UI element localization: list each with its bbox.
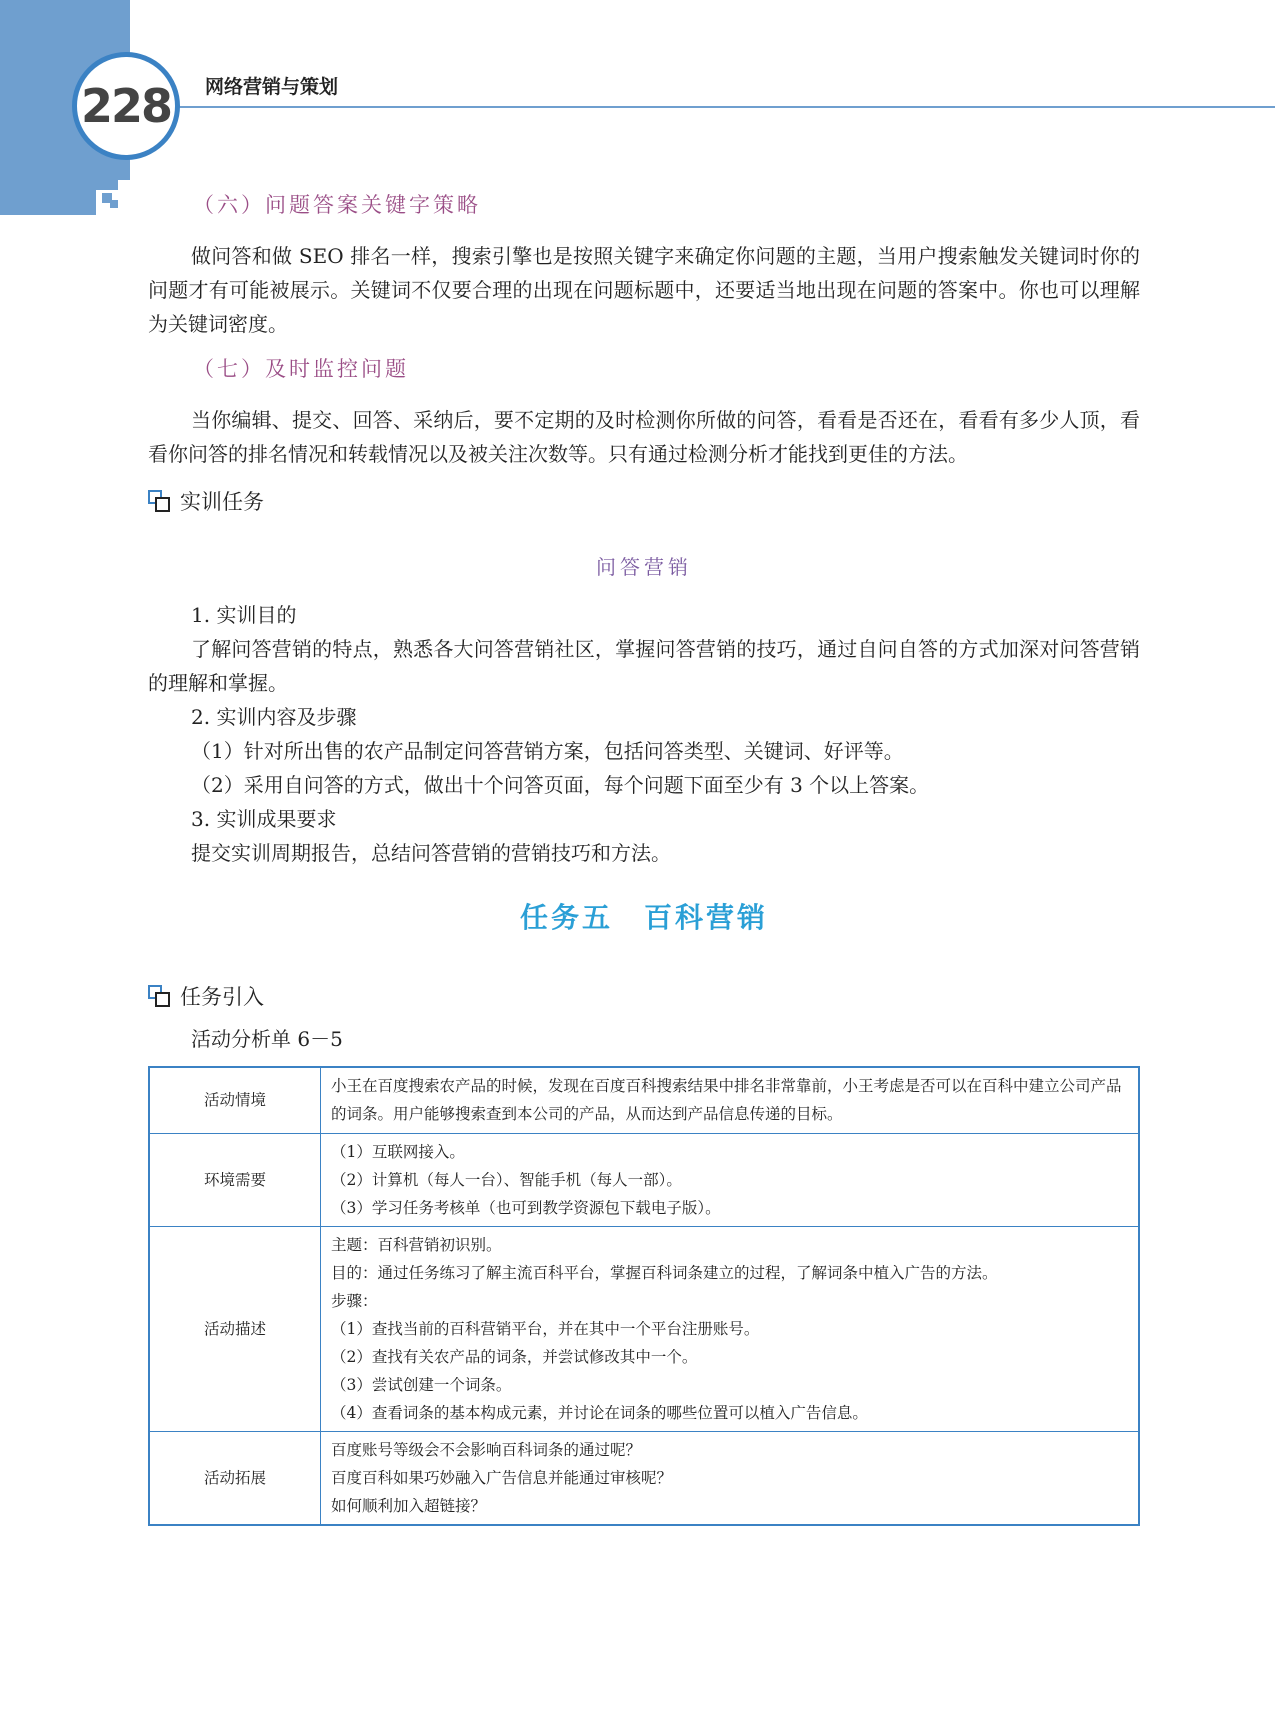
training-heading-label: 实训任务 (180, 490, 264, 514)
section-six-heading: （六）问题答案关键字策略 (193, 193, 481, 217)
section-square-icon (148, 490, 170, 512)
row-text: （3）学习任务考核单（也可到教学资源包下载电子版）。 (331, 1198, 721, 1217)
training-line: 1. 实训目的 (191, 603, 297, 627)
running-header-title: 网络营销与策划 (205, 76, 339, 98)
row-text: （1）查找当前的百科营销平台，并在其中一个平台注册账号。 (331, 1319, 760, 1338)
task-five-title: 任务五 百科营销 (519, 901, 768, 934)
training-line: 了解问答营销的特点，熟悉各大问答营销社区，掌握问答营销的技巧，通过自问自答的方式加深对问答营销的理解和掌握。 (148, 637, 1140, 695)
table-caption: 活动分析单 6－5 (191, 1027, 343, 1051)
row-text: 小王在百度搜索农产品的时候，发现在百度百科搜索结果中排名非常靠前，小王考虑是否可以在百科中建立公司产品的词条。用户能够搜索查到本公司的产品，从而达到产品信息传递的目标。 (331, 1077, 1122, 1124)
row-text: （2）查找有关农产品的词条，并尝试修改其中一个。 (331, 1347, 698, 1366)
table-row (149, 1431, 1139, 1525)
row-text: （2）计算机（每人一台）、智能手机（每人一部）。 (331, 1170, 682, 1189)
training-line: 2. 实训内容及步骤 (191, 705, 357, 729)
training-line: 提交实训周期报告，总结问答营销的营销技巧和方法。 (191, 841, 671, 865)
row-label: 环境需要 (149, 1133, 321, 1226)
row-content (321, 1133, 1140, 1226)
row-text: 百度账号等级会不会影响百科词条的通过呢？ (331, 1440, 642, 1459)
corner-step (118, 180, 130, 215)
row-text: 百度百科如果巧妙融入广告信息并能通过审核呢？ (331, 1468, 673, 1487)
training-line: 3. 实训成果要求 (191, 807, 337, 831)
row-text: 步骤： (331, 1291, 378, 1310)
row-content (321, 1431, 1140, 1525)
row-text: 目的：通过任务练习了解主流百科平台，掌握百科词条建立的过程，了解词条中植入广告的方法。 (331, 1263, 998, 1282)
section-six-paragraph: 做问答和做 SEO 排名一样，搜索引擎也是按照关键字来确定你问题的主题，当用户搜索触发关键词时你的问题才有可能被展示。关键词不仅要合理的出现在问题标题中，还要适当地出现在问题的答案中。你也可以理解为关键词密度。 (148, 244, 1140, 336)
section-seven-paragraph: 当你编辑、提交、回答、采纳后，要不定期的及时检测你所做的问答，看看是否还在，看看有多少人顶，看看你问答的排名情况和转载情况以及被关注次数等。只有通过检测分析才能找到更佳的方法。 (148, 408, 1140, 466)
row-content (321, 1067, 1140, 1133)
page-number: 228 (80, 79, 172, 133)
task-intro-heading-label: 任务引入 (180, 985, 264, 1009)
row-text: （3）尝试创建一个词条。 (331, 1375, 512, 1394)
row-content (321, 1226, 1140, 1431)
table-row (149, 1226, 1139, 1431)
row-label: 活动描述 (149, 1226, 321, 1431)
row-text: （1）互联网接入。 (331, 1142, 465, 1161)
page-body (148, 185, 1140, 1526)
section-seven-heading: （七）及时监控问题 (193, 357, 409, 381)
header-rule (175, 106, 1275, 108)
section-square-icon (148, 985, 170, 1007)
table-row (149, 1067, 1139, 1133)
corner-pixel (110, 200, 118, 208)
row-label: 活动拓展 (149, 1431, 321, 1525)
row-label: 活动情境 (149, 1067, 321, 1133)
training-title: 问答营销 (596, 555, 692, 579)
row-text: 主题：百科营销初识别。 (331, 1235, 502, 1254)
table-row (149, 1133, 1139, 1226)
row-text: （4）查看词条的基本构成元素，并讨论在词条的哪些位置可以植入广告信息。 (331, 1403, 868, 1422)
training-line: （2）采用自问答的方式，做出十个问答页面，每个问题下面至少有 3 个以上答案。 (191, 773, 930, 797)
activity-table (148, 1066, 1140, 1526)
task-intro-heading (148, 976, 1140, 1016)
training-line: （1）针对所出售的农产品制定问答营销方案，包括问答类型、关键词、好评等。 (191, 739, 904, 763)
training-heading (148, 481, 1140, 521)
page-number-badge (72, 52, 180, 160)
row-text: 如何顺利加入超链接？ (331, 1496, 487, 1515)
